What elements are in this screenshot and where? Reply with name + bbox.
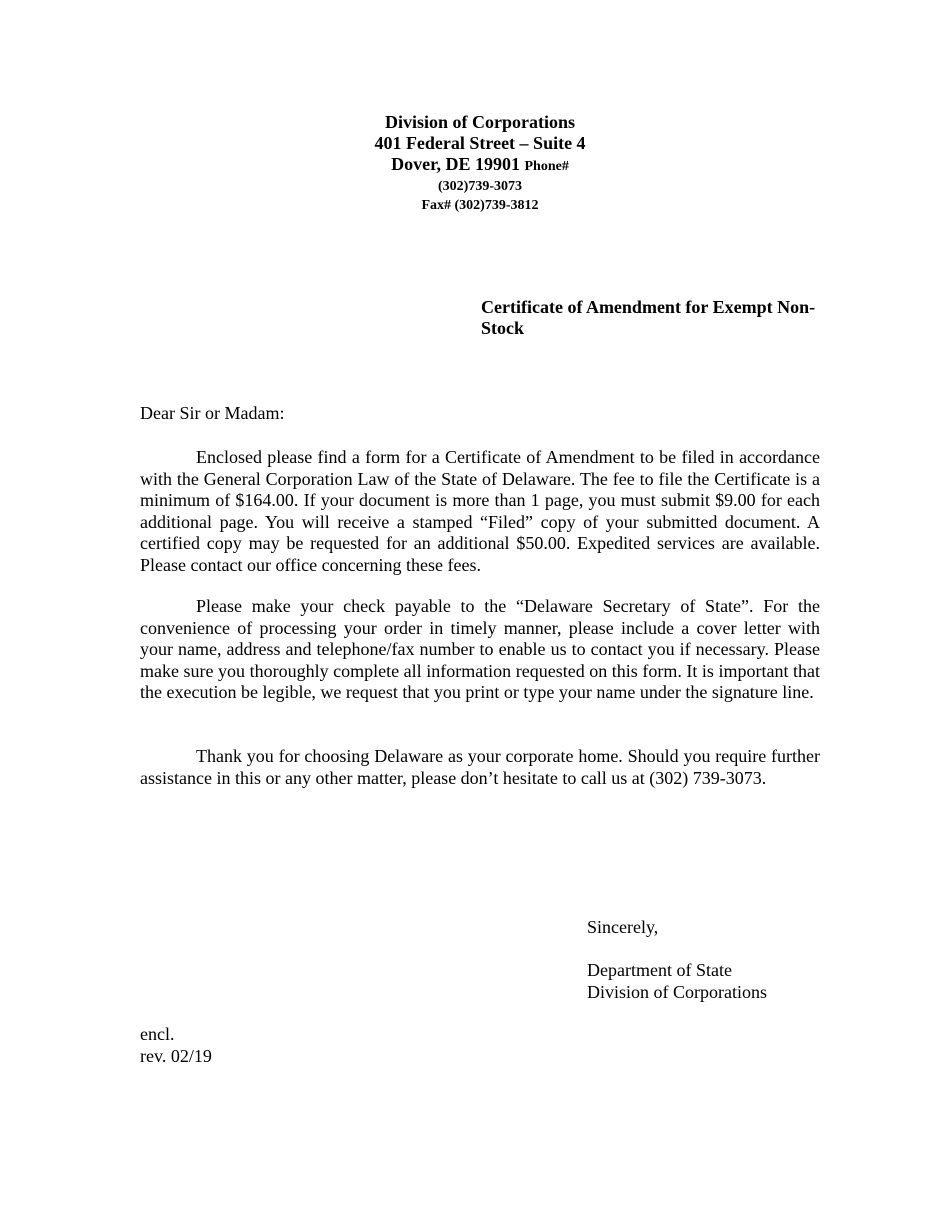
closing-sincerely: Sincerely, xyxy=(587,917,659,937)
letterhead-address: 401 Federal Street – Suite 4 xyxy=(374,133,586,153)
salutation: Dear Sir or Madam: xyxy=(140,403,285,423)
letterhead-org: Division of Corporations xyxy=(384,112,575,132)
signature-block xyxy=(587,960,767,1003)
signature-division: Division of Corporations xyxy=(587,981,767,1002)
body-paragraph-fees: Enclosed please find a form for a Certificate of Amendment to be filed in accordance with the General Corporation Law of the State of Delaware. The fee to file the Certificate is a minimum of $164.00. If your document is more than 1 page, you must submit $9.00 for each additional page. You will receive a stamped “Filed” copy of your submitted document. A certified copy may be requested for an additional $50.00. Expedited services are available. Please contact our office concerning these fees. xyxy=(140,447,820,575)
body-paragraph-thanks: Thank you for choosing Delaware as your corporate home. Should you require further assistance in this or any other matter, please don’t hesitate to call us at (302) 739-3073. xyxy=(140,746,820,788)
letterhead-city: Dover, DE 19901 xyxy=(391,154,520,174)
letterhead-phone: (302)739-3073 xyxy=(438,179,522,194)
letterhead-fax: Fax# (302)739-3812 xyxy=(421,198,539,213)
certificate-title: Certificate of Amendment for Exempt Non-Stock xyxy=(481,297,816,338)
signature-department: Department of State xyxy=(587,960,732,980)
letterhead-phone-label: Phone# xyxy=(524,159,569,174)
body-paragraph-payment: Please make your check payable to the “Delaware Secretary of State”. For the convenience of processing your order in timely manner, please include a cover letter with your name, address and telephone/fax number to enable us to contact you if necessary. Please make sure you thoroughly complete all information requested on this form. It is important that the execution be legible, we request that you print or type your name under the signature line. xyxy=(140,596,820,702)
letterhead xyxy=(340,112,620,215)
enclosure-note: encl. xyxy=(140,1024,175,1044)
footer-notes xyxy=(140,1024,212,1067)
revision-note: rev. 02/19 xyxy=(140,1045,212,1066)
letterhead-city-line xyxy=(340,154,620,177)
